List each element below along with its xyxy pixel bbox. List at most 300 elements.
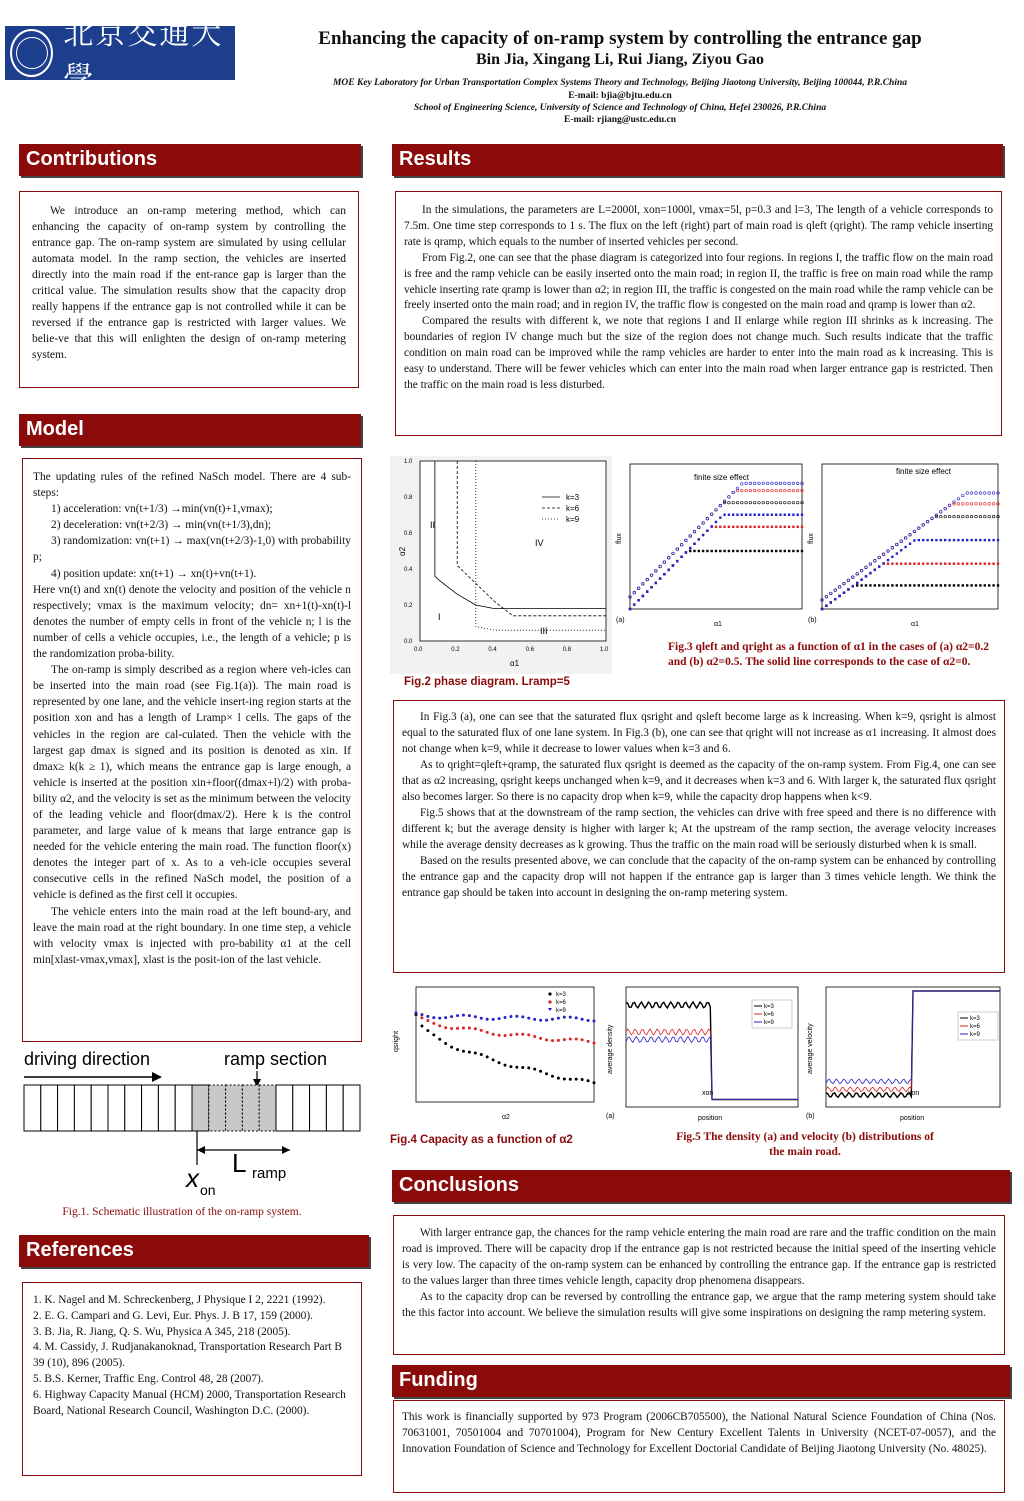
fig3-data-point [944, 539, 946, 541]
fig4-data-point [492, 1058, 495, 1061]
fig4-data-point [456, 1027, 459, 1030]
conclusions-heading: Conclusions [392, 1170, 1010, 1202]
fig3-data-point [719, 550, 721, 552]
fig3-data-point [909, 562, 911, 564]
fig3-data-point [788, 550, 790, 552]
fig4-data-point [509, 1015, 512, 1018]
model-heading: Model [19, 414, 361, 446]
fig4-data-point [515, 1033, 518, 1036]
fig3-data-point [754, 514, 756, 516]
fig2-legend-k9: k=9 [566, 515, 580, 524]
fig3-data-point [792, 514, 794, 516]
fig5a-legend-k9: k=9 [764, 1020, 774, 1026]
fig4-data-point [498, 1034, 501, 1037]
fig4-data-point [426, 1019, 429, 1022]
fig2-x-tick-label: 0.6 [525, 647, 534, 653]
fig4-data-point [486, 1031, 489, 1034]
fig4-data-point [587, 1040, 590, 1043]
road-cell [242, 1085, 259, 1131]
fig3-data-point [935, 539, 937, 541]
fig3-data-point [896, 562, 898, 564]
fig2-y-tick-label: 1.0 [404, 459, 413, 465]
fig3-data-point [926, 584, 928, 586]
model-intro: The updating rules of the refined NaSch model. There are 4 sub-steps: [33, 471, 351, 500]
fig3-data-point [779, 526, 781, 528]
fig3-data-point [984, 584, 986, 586]
fig3-data-point [693, 543, 695, 545]
results-paragraph-5: As to qright=qleft+qramp, the saturated flux qsright is deemed as the capacity of the on-ramp system. From Fig.4, one can see that as α2 increasing, qsright keeps unchanged when k=9, and it decreases when k=3 and 6. With larger k, the saturated flux qsright also becomes larger. So there is no capacity drop when k=9, while the capacity drop happens when k<9. [402, 759, 996, 803]
fig3-data-point [935, 562, 937, 564]
fig2-xlabel: α1 [510, 659, 520, 668]
fig3-data-point [931, 539, 933, 541]
email-a: E-mail: bjia@bjtu.edu.cn [568, 91, 672, 101]
fig4-data-point [462, 1050, 465, 1053]
fig4-data-point [432, 1022, 435, 1025]
fig3-data-point [887, 559, 889, 561]
fig3-data-point [882, 562, 884, 564]
fig3-data-point [689, 550, 691, 552]
fig3-data-point [896, 584, 898, 586]
fig3-data-point [856, 582, 858, 584]
fig5b-velocity-chart [804, 982, 1004, 1122]
fig3-data-point [940, 584, 942, 586]
fig4-data-point [521, 1015, 524, 1018]
fig4-data-point [575, 1016, 578, 1019]
fig3-data-point [698, 538, 700, 540]
fig4-data-point [515, 1066, 518, 1069]
fig5a-xlabel: position [698, 1115, 723, 1122]
fig4-data-point [462, 1014, 465, 1017]
fig4-data-point [498, 1061, 501, 1064]
fig4-data-point [593, 1042, 596, 1045]
fig4-data-point [587, 1019, 590, 1022]
contributions-text: We introduce an on-ramp metering method, which can enhancing the capacity of on-ramp system by controlling the entrance gap. The on-ramp system are simulated by using cellular automata model. In the ramp section, the vehicles are inserted directly into the main road if the ent-rance gap is larger than the critical value. The simulation results show that the capacity drop really happens if the entrance gap is not controlled while it can be reversed if the entrance gap is restricted with larger values. We belie-ve that this will enlighten the design of on-ramp metering system. [32, 205, 346, 361]
fig4-data-point [504, 1034, 507, 1037]
fig3-data-point [784, 514, 786, 516]
road-cell [58, 1085, 75, 1131]
fig3-data-point [821, 608, 823, 610]
fig4-data-point [474, 1027, 477, 1030]
road-cell [108, 1085, 125, 1131]
fig4-data-point [557, 1039, 560, 1042]
fig1-caption: Fig.1. Schematic illustration of the on-ramp system. [62, 1206, 302, 1218]
reference-2: 2. E. G. Campari and G. Levi, Eur. Phys. J. B 17, 159 (2000). [33, 1309, 313, 1322]
reference-1: 1. K. Nagel and M. Schreckenberg, J Physique I 2, 2221 (1992). [33, 1294, 326, 1306]
fig3-data-point [865, 575, 867, 577]
fig3-data-point [779, 550, 781, 552]
fig3-data-point [668, 569, 670, 571]
fig2-region-I: I [438, 612, 441, 622]
fig4-data-point [545, 1019, 548, 1022]
road-cells [24, 1085, 360, 1131]
lramp-left-arrow-icon [197, 1146, 205, 1154]
conclusions-paragraph-2: As to the capacity drop can be reversed by controlling the entrance gap, we argue that the ramp metering system should take the this factor into account. We believe the simulation results will give some inspirations on designing the ramp metering system. [402, 1291, 996, 1319]
fig3-data-point [741, 550, 743, 552]
fig4-data-point [545, 1038, 548, 1041]
model-rule-3: 3) randomization: vn(t+1) → max(vn(t+2/3)-1,0) with probability p; [33, 535, 351, 564]
fig3-data-point [719, 526, 721, 528]
fig2-x-tick-label: 1.0 [600, 647, 609, 653]
fig4-data-point [539, 1019, 542, 1022]
fig3-data-point [962, 584, 964, 586]
fig4-data-point [480, 1017, 483, 1020]
fig3-data-point [900, 584, 902, 586]
fig3-data-point [874, 584, 876, 586]
fig3-data-point [715, 550, 717, 552]
fig3-data-point [736, 550, 738, 552]
fig5b-xon-annotation: xon [908, 1090, 920, 1097]
fig5-caption-line-1: Fig.5 The density (a) and velocity (b) distributions of [676, 1131, 934, 1143]
fig3b-xlabel: α1 [911, 621, 919, 628]
fig3-data-point [655, 582, 657, 584]
fig4-data-point [509, 1065, 512, 1068]
results-heading: Results [392, 144, 1003, 176]
road-cell [74, 1085, 91, 1131]
fig3-data-point [762, 526, 764, 528]
fig3-data-point [874, 569, 876, 571]
fig2-legend-k6: k=6 [566, 504, 580, 513]
fig4-data-point [533, 1068, 536, 1071]
fig3-data-point [992, 562, 994, 564]
fig4-capacity-chart [390, 982, 600, 1122]
fig4-data-point [450, 1027, 453, 1030]
fig4-data-point [557, 1017, 560, 1020]
fig3-data-point [931, 584, 933, 586]
fig4-data-point [509, 1033, 512, 1036]
fig4-data-point [593, 1020, 596, 1023]
svg-text:(a): (a) [606, 1113, 615, 1120]
road-cell [175, 1085, 192, 1131]
fig4-data-point [563, 1078, 566, 1081]
driving-arrow-icon [152, 1072, 162, 1082]
fig2-x-tick-label: 0.0 [414, 647, 423, 653]
poster-title: Enhancing the capacity of on-ramp system by controlling the entrance gap [318, 28, 922, 49]
xon-label: x [186, 1163, 199, 1193]
reference-3: 3. B. Jia, R. Jiang, Q. S. Wu, Physica A 345, 218 (2005). [33, 1325, 291, 1338]
fig3-data-point [788, 526, 790, 528]
fig3-data-point [749, 550, 751, 552]
results-box-1 [395, 191, 1002, 436]
fig3-data-point [646, 590, 648, 592]
fig4-data-point [557, 1077, 560, 1080]
funding-heading: Funding [392, 1365, 1010, 1397]
fig4-data-point [515, 1015, 518, 1018]
fig5b-legend-k3: k=3 [970, 1016, 980, 1022]
fig3-data-point [992, 584, 994, 586]
fig3-data-point [865, 584, 867, 586]
fig3-data-point [869, 572, 871, 574]
fig3a-ylabel: flux [616, 533, 623, 544]
fig4-data-point [450, 1015, 453, 1018]
road-cell [226, 1085, 243, 1131]
fig3-data-point [758, 550, 760, 552]
fig3-data-point [736, 526, 738, 528]
road-cell [276, 1085, 293, 1131]
road-cell [24, 1085, 41, 1131]
contributions-heading: Contributions [19, 144, 361, 176]
fig3-data-point [922, 584, 924, 586]
fig3-data-point [957, 562, 959, 564]
fig3-data-point [749, 526, 751, 528]
fig3-data-point [801, 526, 803, 528]
fig3-data-point [775, 550, 777, 552]
fig4-data-point [420, 1013, 423, 1016]
fig2-region-III: III [540, 626, 548, 636]
results-paragraph-7: Based on the results presented above, we can conclude that the capacity of the on-ramp system can be enhanced by controlling the entrance gap and the capacity drop will not happen if the entrance gap is larger than 3 times vehicle length. We think the entrance gap should be taken into account in designing the on-ramp metering system. [402, 855, 996, 899]
fig3-data-point [838, 595, 840, 597]
fig3-data-point [792, 550, 794, 552]
fig3-data-point [775, 526, 777, 528]
fig5b-xlabel: position [900, 1115, 925, 1122]
fig5b-legend [958, 1012, 998, 1040]
fig3-data-point [988, 584, 990, 586]
fig3-data-point [909, 543, 911, 545]
fig4-data-point [521, 1033, 524, 1036]
fig3-data-point [834, 598, 836, 600]
fig3-data-point [741, 514, 743, 516]
fig4-data-point [474, 1015, 477, 1018]
fig3-data-point [706, 530, 708, 532]
fig3-data-point [926, 539, 928, 541]
fig4-data-point [563, 1016, 566, 1019]
fig4-data-point [539, 1037, 542, 1040]
fig4-data-point [569, 1037, 572, 1040]
fig4-data-point [569, 1078, 572, 1081]
fig2-y-tick-label: 0.2 [404, 603, 413, 609]
fig4-data-point [438, 1017, 441, 1020]
fig3-data-point [975, 584, 977, 586]
fig5-caption-line-2: the main road. [769, 1146, 841, 1158]
fig2-plot-area [420, 461, 606, 641]
fig3-data-point [762, 514, 764, 516]
model-rule-2: 2) deceleration: vn(t+2/3) → min(vn(t+1/3),dn); [51, 519, 272, 532]
fig4-data-point [492, 1018, 495, 1021]
fig3-data-point [913, 539, 915, 541]
road-cell [91, 1085, 108, 1131]
fig4-data-point [444, 1026, 447, 1029]
reference-6: 6. Highway Capacity Manual (HCM) 2000, Transportation Research Board, National Research Council, Washington D.C. (2000). [33, 1388, 346, 1417]
fig2-x-tick-label: 0.8 [562, 647, 572, 653]
fig3-data-point [762, 550, 764, 552]
fig5a-xon-annotation: xon [702, 1090, 714, 1097]
fig4-data-point [551, 1018, 554, 1021]
xon-subscript: on [200, 1182, 216, 1195]
fig4-data-point [504, 1064, 507, 1067]
fig4-data-point [438, 1024, 441, 1027]
fig3-data-point [723, 526, 725, 528]
fig3-data-point [711, 525, 713, 527]
fig4-data-point [581, 1038, 584, 1041]
fig3a-xlabel: α1 [714, 621, 722, 628]
fig3-data-point [723, 514, 725, 516]
fig3-data-point [904, 584, 906, 586]
fig3-data-point [732, 526, 734, 528]
fig3-data-point [966, 584, 968, 586]
fig4-data-point [486, 1055, 489, 1058]
fig4-data-point [420, 1024, 423, 1027]
references-box [22, 1282, 362, 1476]
fig3-data-point [728, 514, 730, 516]
fig2-region-II: II [430, 520, 436, 530]
fig3-data-point [944, 584, 946, 586]
references-heading: References [19, 1235, 369, 1267]
fig3-data-point [745, 550, 747, 552]
driving-direction-label: driving direction [24, 1049, 151, 1069]
fig4-data-point [551, 1075, 554, 1078]
results-box-2 [393, 700, 1005, 973]
fig3-data-point [900, 562, 902, 564]
fig3-data-point [642, 595, 644, 597]
fig3-data-point [650, 586, 652, 588]
road-cell [326, 1085, 343, 1131]
fig1-schematic [22, 1045, 367, 1195]
fig3-data-point [997, 584, 999, 586]
fig3-data-point [992, 539, 994, 541]
fig4-caption: Fig.4 Capacity as a function of α2 [390, 1134, 573, 1146]
fig3-data-point [698, 550, 700, 552]
affiliation-b: School of Engineering Science, University of Science and Technology of China, Hefei 230026, P.R.China [413, 103, 827, 113]
fig3b-annotation: finite size effect [896, 467, 951, 476]
fig4-data-point [527, 1017, 530, 1020]
road-cell [310, 1085, 327, 1131]
fig3-data-point [984, 539, 986, 541]
fig4-data-point [569, 1016, 572, 1019]
fig3-data-point [970, 539, 972, 541]
fig4-data-point [462, 1027, 465, 1030]
road-cell [142, 1085, 159, 1131]
svg-text:(a): (a) [616, 617, 625, 624]
results-paragraph-6: Fig.5 shows that at the downstream of the ramp section, the vehicles can drive with free speed and there is no difference with different k; but the average density is higher with larger k; At the upstream of the ramp section, the average velocity increases while the average density decreases as k growing. Thus the traffic on the main road will be seriously disturbed when k is small. [402, 807, 996, 851]
conclusions-box [393, 1215, 1005, 1355]
fig3a-chart [614, 456, 806, 628]
fig4-data-point [581, 1018, 584, 1021]
fig3-data-point [715, 521, 717, 523]
fig4-data-point [533, 1035, 536, 1038]
fig3-data-point [825, 605, 827, 607]
fig4-data-point [456, 1014, 459, 1017]
fig4-data-point [533, 1018, 536, 1021]
fig3-data-point [940, 562, 942, 564]
fig3-data-point [900, 549, 902, 551]
fig3-data-point [931, 562, 933, 564]
fig3-data-point [685, 551, 687, 553]
fig3-data-point [830, 601, 832, 603]
fig4-data-point [450, 1046, 453, 1049]
fig3-data-point [922, 539, 924, 541]
fig3-data-point [663, 573, 665, 575]
fig3-data-point [797, 526, 799, 528]
lramp-label: L [232, 1148, 247, 1178]
fig4-data-point [468, 1051, 471, 1054]
fig5a-legend-k3: k=3 [764, 1004, 774, 1010]
fig4-xlabel: α2 [502, 1114, 510, 1121]
fig3-data-point [856, 584, 858, 586]
fig3-data-point [784, 550, 786, 552]
fig3-data-point [637, 599, 639, 601]
fig3-data-point [633, 603, 635, 605]
fig2-x-tick-label: 0.2 [451, 647, 460, 653]
fig3-data-point [723, 550, 725, 552]
fig3-data-point [922, 562, 924, 564]
fig3-data-point [779, 514, 781, 516]
fig3-data-point [706, 550, 708, 552]
fig3-data-point [702, 534, 704, 536]
fig4-data-point [563, 1038, 566, 1041]
fig4-data-point [527, 1033, 530, 1036]
fig4-data-point [575, 1078, 578, 1081]
fig4-data-point [504, 1016, 507, 1019]
affiliation-a: MOE Key Laboratory for Urban Transportation Complex Systems Theory and Technology, Beijing Jiaotong University, Beijing 100044, P.R.China [332, 78, 907, 88]
fig4-data-point [432, 1033, 435, 1036]
fig3-data-point [754, 550, 756, 552]
fig3-data-point [676, 560, 678, 562]
svg-text:(b): (b) [808, 617, 817, 624]
fig2-y-tick-label: 0.4 [404, 567, 413, 573]
fig4-data-point [551, 1039, 554, 1042]
fig4-data-point [420, 1016, 423, 1019]
fig3-data-point [788, 514, 790, 516]
fig3-data-point [732, 514, 734, 516]
fig3-data-point [766, 526, 768, 528]
fig4-data-point [468, 1014, 471, 1017]
fig3-data-point [953, 584, 955, 586]
fig2-y-tick-label: 0.8 [404, 495, 413, 501]
fig3-data-point [878, 565, 880, 567]
fig3-data-point [672, 564, 674, 566]
fig3-data-point [771, 514, 773, 516]
fig4-data-point [474, 1052, 477, 1055]
fig3-data-point [860, 584, 862, 586]
fig3-data-point [957, 584, 959, 586]
fig3-data-point [659, 577, 661, 579]
fig3-data-point [896, 552, 898, 554]
fig3-caption: Fig.3 qleft and qright as a function of α1 in the cases of (a) α2=0.2 and (b) α2=0.5. The solid line corresponds to the case of α2=0. [668, 641, 989, 668]
poster-authors: Bin Jia, Xingang Li, Rui Jiang, Ziyou Gao [475, 51, 765, 68]
fig3-data-point [953, 539, 955, 541]
fig3-data-point [732, 550, 734, 552]
svg-text:(b): (b) [806, 1113, 815, 1120]
fig2-region-IV: IV [535, 538, 544, 548]
fig4-data-point [492, 1033, 495, 1036]
fig2-y-tick-label: 0.0 [404, 639, 413, 645]
lramp-subscript: ramp [252, 1165, 287, 1182]
fig3-data-point [948, 562, 950, 564]
fig3-data-point [689, 547, 691, 549]
fig4-data-point [438, 1038, 441, 1041]
fig3-data-point [860, 578, 862, 580]
fig3-data-point [953, 562, 955, 564]
fig3-data-point [904, 562, 906, 564]
fig3-data-point [966, 562, 968, 564]
road-cell [209, 1085, 226, 1131]
results-paragraph-4: In Fig.3 (a), one can see that the saturated flux qsright and qsleft become large as k increasing. When k=9, qsright is almost equal to the saturated flux of one lane system. In Fig.3 (b), one can see that qright will not increase as α1 increasing. It almost does not change when k=9, while it decrease to lower values when k=3 and 6. [402, 711, 996, 755]
fig3-data-point [997, 539, 999, 541]
fig3-data-point [970, 562, 972, 564]
fig3-data-point [629, 608, 631, 610]
road-cell [293, 1085, 310, 1131]
fig3-data-point [754, 526, 756, 528]
fig3-data-point [975, 562, 977, 564]
fig4-data-point [426, 1029, 429, 1032]
university-seal-icon [10, 29, 53, 77]
road-cell [158, 1085, 175, 1131]
fig3-data-point [984, 562, 986, 564]
fig3-data-point [975, 539, 977, 541]
model-paragraph-1: Here vn(t) and xn(t) denote the velocity and position of the vehicle n respectively; vmax is the maximum velocity; dn= xn+1(t)-xn(t)-l denotes the number of empty cells in front of the vehicle n; l is the number of cells a vehicle occupies, i.e., the length of a vehicle; p is the randomization proba-bility. [33, 583, 351, 661]
fig5b-legend-k9: k=9 [970, 1032, 980, 1038]
fig4-data-point [545, 1072, 548, 1075]
fig4-data-point [593, 1081, 596, 1084]
